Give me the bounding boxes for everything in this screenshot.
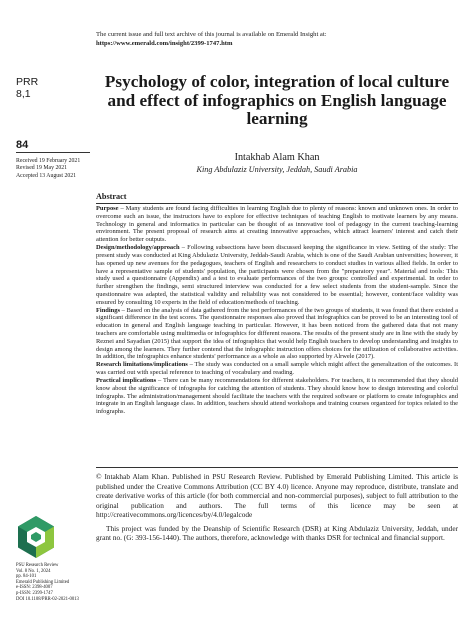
journal-url-link[interactable]: https://www.emerald.com/insight/2399-1747.htm [96, 40, 233, 47]
author-affiliation: King Abdulaziz University, Jeddah, Saudi Arabia [196, 165, 358, 174]
license-divider [96, 467, 458, 468]
license-text: © Intakhab Alam Khan. Published in PSU Research Review. Published by Emerald Publishing Limited. This article is published under the Creative Commons Attribution (CC BY 4.0) licence. Anyone may reproduce, distribute, translate and create derivative works of this article (for both commercial and non-commercial purposes), subject to full attribution to the original publication and authors. The full terms of this licence may be seen at http://creativecommons.org/licences/by/4.0/legalcode [96, 472, 458, 519]
accepted-date: Accepted 13 August 2021 [16, 172, 77, 179]
abstract-body [96, 205, 458, 416]
article-title: Psychology of color, integration of local culture and effect of infographics on English language learning [104, 72, 450, 129]
pub-pissn: p-ISSN: 2399-1747 [16, 590, 53, 596]
abstract-divider [96, 203, 458, 204]
pub-doi[interactable]: DOI 10.1108/PRR-02-2021-0013 [16, 596, 79, 602]
pub-eissn: e-ISSN: 2398-4007 [16, 585, 53, 591]
access-note [96, 30, 456, 48]
margin-divider [16, 152, 90, 153]
journal-abbr: PRR [16, 76, 39, 88]
received-date: Received 19 February 2021 [16, 158, 81, 164]
journal-logo-icon [14, 515, 58, 559]
abstract-limitations: Research limitations/implications – The study was conducted on a small sample which might affect the generalization of the outcomes. It was carried out with special reference to teaching of vocabulary and reading. [96, 361, 458, 377]
journal-volume-number: 8,1 [16, 88, 31, 100]
abstract-design: Design/methodology/approach – Following subsections have been discussed keeping the significance in view. Setting of the study: The present study was conducted at King Abdulaziz University, Jeddah-Saudi Arabia, which is one of the Saudi Arabian universities; however, it has opened up new avenues for the pedagogues, teachers of English and researchers to conduct studies in various allied fields. In order to have a representative sample of students' population, the participants were chosen from the "preparatory year". Material and tools: This study used a questionnaire (Appendix) and a test to evaluate performances of the two groups: controlled and experimental. In order to further strengthen the findings, semi structured interview was conducted for a few select students from the student-sample. Since the questionnaire was adapted, the statistical validity and reliability was not considered to be essential; however, content/face validity was ensured by consulting 10 experts in the field of education/methods of teaching. [96, 244, 458, 306]
abstract-practical: Practical implications – There can be many recommendations for different stakeholders. For teachers, it is recommended that they should know about the significance of infographs for catching the attention of students. They should know how to design interesting and colorful infographs. The administration/management should facilitate the teachers with the required software or platform to create infographics and integrate in an English language class. In addition, teachers should attend workshops and training courses organized for topics related to the infographs. [96, 376, 458, 416]
publication-info [16, 563, 79, 602]
abstract-heading: Abstract [96, 192, 127, 201]
article-dates [16, 158, 80, 180]
revised-date: Revised 19 May 2021 [16, 165, 68, 172]
license-block [96, 472, 458, 543]
journal-volume [16, 76, 38, 100]
pub-journal: PSU Research Review [16, 563, 59, 568]
abstract-purpose: Purpose – Many students are found facing difficulties in learning English due to plenty of reasons: known and unknown ones. In order to overcome such an issue, the instructors have to explore for effective techniques of teaching English to motivate learners by any means. Technology in general and informatics in particular can be thought of as innovative tool of pedagogy in the current teaching-learning environment. The present proposal of research aims at creating innovative approaches, which attract learners' interest and catch their attention for better outputs. [96, 205, 458, 244]
pub-pages: pp. 84-101 [16, 574, 37, 580]
pub-publisher: Emerald Publishing Limited [16, 579, 70, 585]
abstract-findings: Findings – Based on the analysis of data gathered from the test performances of the two groups of students, it was found that there existed a significant difference in the test scores. The questionnaire responses also proved that infographics can be proved to be an interesting tool of education in general and English language teaching in particular. However, it has been noticed from the gathered data that not many teachers are comfortable using multimedia or infographics for different reasons. The results of the present study are in line with the study by Reznei and Sayadian (2015) that support the idea of infographics that would help English teachers to develop understanding and insights to design among the learners. They further contend that the infographic instruction offers choices for the utilization of collaborative activities. In addition, the infographics enhance students' performance as a whole as also supported by Alrwele (2017). [96, 306, 458, 361]
funding-text: This project was funded by the Deanship of Scientific Research (DSR) at King Abdulaziz University, Jeddah, under grant no. (G: 393-156-1440). The authors, therefore, acknowledge with thanks DSR for technical and financial support. [96, 523, 458, 542]
access-note-text: The current issue and full text archive of this journal is available on Emerald Insight at: [96, 31, 327, 38]
page-number: 84 [16, 139, 29, 151]
pub-volume: Vol. 8 No. 1, 2024 [16, 568, 51, 574]
article-author: Intakhab Alam Khan [234, 152, 320, 163]
